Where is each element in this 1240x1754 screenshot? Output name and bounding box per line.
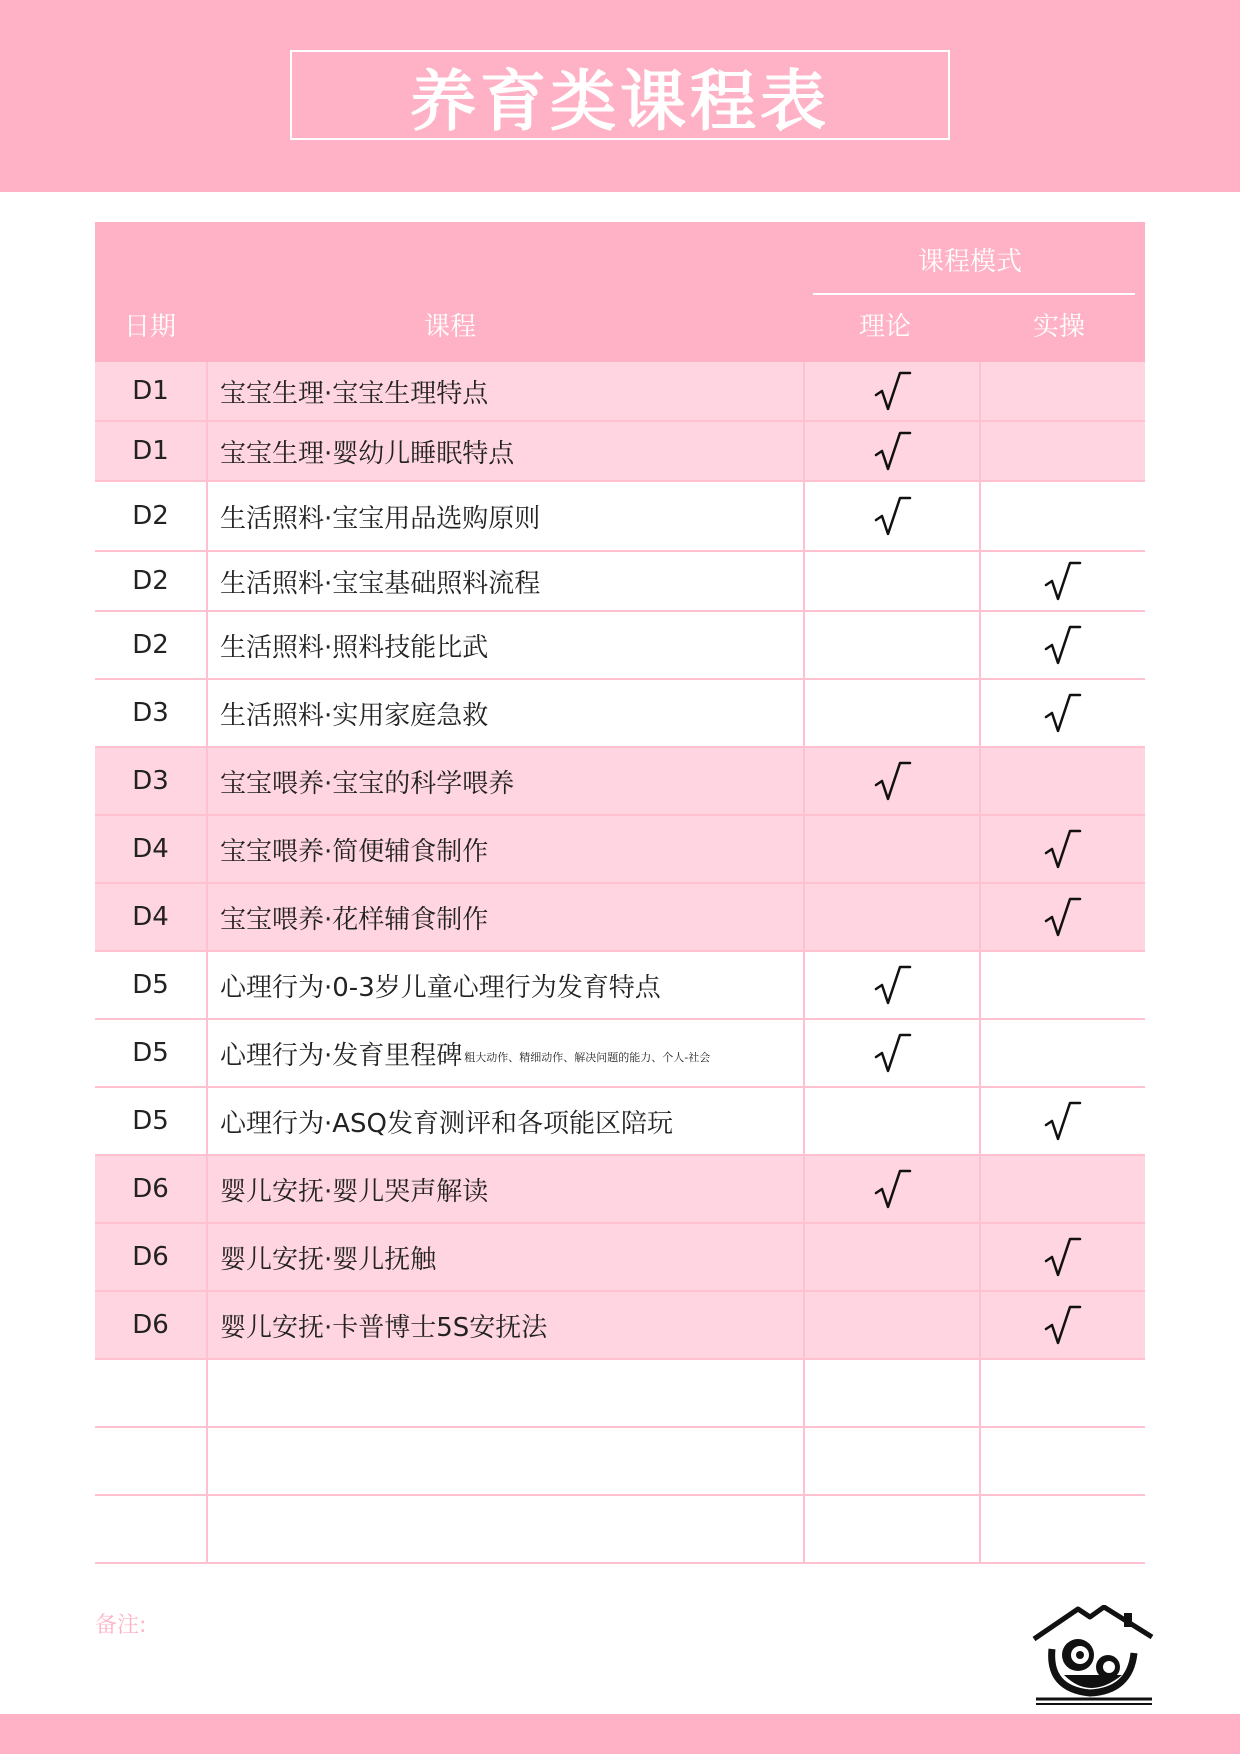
row-practice [981,1020,1143,1086]
check-mark-icon [1042,623,1082,667]
table-row [95,1292,1145,1360]
table-row [95,816,1145,884]
table-row [95,482,1145,552]
row-course [208,1292,805,1358]
row-theory [805,1428,981,1494]
row-course-label: 宝宝喂养·花样辅食制作 [220,904,489,935]
row-date: D4 [95,884,208,950]
table-row [95,1360,1145,1428]
row-course-label: 宝宝喂养·宝宝的科学喂养 [220,768,515,799]
row-course [208,952,805,1018]
row-course-label: 婴儿安抚·婴儿抚触 [220,1244,437,1275]
row-date: D5 [95,1020,208,1086]
bottom-banner [0,1714,1240,1754]
table-row [95,1428,1145,1496]
row-course-label: 婴儿安抚·卡普博士5S安抚法 [220,1312,548,1343]
row-practice [981,422,1143,480]
row-course [208,1020,805,1086]
schedule-table [95,222,1145,1564]
table-row [95,1088,1145,1156]
row-theory [805,1020,981,1086]
row-date: D5 [95,1088,208,1154]
check-mark-icon [872,963,912,1007]
row-course [208,1224,805,1290]
check-mark-icon [1042,1303,1082,1347]
row-date: D3 [95,680,208,746]
row-course [208,1428,805,1494]
check-mark-icon [1042,1235,1082,1279]
row-course-label: 心理行为·0-3岁儿童心理行为发育特点 [220,972,661,1003]
row-practice [981,482,1143,550]
row-theory [805,680,981,746]
house-family-logo-icon [1030,1605,1156,1705]
row-date: D2 [95,482,208,550]
row-course-label: 宝宝生理·宝宝生理特点 [220,378,489,409]
row-date [95,1360,208,1426]
row-practice [981,612,1143,678]
row-course-label: 心理行为·ASQ发育测评和各项能区陪玩 [220,1108,674,1139]
table-row [95,884,1145,952]
row-date: D6 [95,1292,208,1358]
row-date: D5 [95,952,208,1018]
table-row [95,1496,1145,1564]
row-practice [981,1428,1143,1494]
table-row [95,680,1145,748]
check-mark-icon [872,369,912,413]
row-course [208,482,805,550]
table-row [95,748,1145,816]
check-mark-icon [872,759,912,803]
row-date: D6 [95,1156,208,1222]
table-row [95,612,1145,680]
header-practice: 实操 [1032,312,1085,342]
row-theory [805,1360,981,1426]
row-theory [805,884,981,950]
row-theory [805,816,981,882]
header-mode: 课程模式 [917,247,1022,277]
row-date: D1 [95,422,208,480]
row-practice [981,362,1143,420]
row-date: D2 [95,612,208,678]
header-divider [813,293,1135,295]
row-theory [805,1156,981,1222]
check-mark-icon [1042,895,1082,939]
row-theory [805,422,981,480]
note-label: 备注: [95,1613,147,1638]
row-date: D3 [95,748,208,814]
check-mark-icon [1042,827,1082,871]
check-mark-icon [1042,691,1082,735]
row-course [208,816,805,882]
check-mark-icon [872,1031,912,1075]
row-course-note: 粗大动作、精细动作、解决问题的能力、个人-社会 [464,1051,711,1064]
row-course-label: 宝宝喂养·简便辅食制作 [220,836,489,867]
row-course [208,422,805,480]
row-practice [981,884,1143,950]
row-date: D2 [95,552,208,610]
row-course [208,362,805,420]
row-theory [805,552,981,610]
row-practice [981,1496,1143,1562]
row-date: D4 [95,816,208,882]
header-theory: 理论 [858,312,911,342]
row-practice [981,1224,1143,1290]
row-practice [981,1360,1143,1426]
table-row [95,1020,1145,1088]
check-mark-icon [1042,1099,1082,1143]
row-course-label: 生活照料·宝宝基础照料流程 [220,568,541,599]
row-course-label: 生活照料·宝宝用品选购原则 [220,503,541,534]
row-practice [981,748,1143,814]
check-mark-icon [872,429,912,473]
row-theory [805,1224,981,1290]
row-theory [805,1292,981,1358]
row-practice [981,1292,1143,1358]
row-date [95,1496,208,1562]
row-theory [805,952,981,1018]
check-mark-icon [1042,559,1082,603]
row-course [208,1496,805,1562]
title-box [290,50,950,140]
check-mark-icon [872,1167,912,1211]
row-course [208,884,805,950]
check-mark-icon [872,494,912,538]
header-date: 日期 [123,312,176,342]
row-course [208,552,805,610]
header-course: 课程 [423,312,476,342]
top-banner [0,0,1240,192]
row-date: D6 [95,1224,208,1290]
row-course [208,612,805,678]
table-body [95,362,1145,1564]
row-course [208,1360,805,1426]
row-course [208,748,805,814]
row-theory [805,748,981,814]
table-row [95,952,1145,1020]
row-course [208,680,805,746]
row-practice [981,680,1143,746]
table-row [95,552,1145,612]
row-theory [805,612,981,678]
row-practice [981,552,1143,610]
row-practice [981,1088,1143,1154]
row-theory [805,362,981,420]
row-course [208,1156,805,1222]
row-course [208,1088,805,1154]
row-course-label: 生活照料·照料技能比武 [220,632,489,663]
row-theory [805,1088,981,1154]
row-course-label: 宝宝生理·婴幼儿睡眠特点 [220,438,515,469]
row-course-label: 心理行为·发育里程碑 [220,1040,463,1071]
table-row [95,1156,1145,1224]
row-course-label: 婴儿安抚·婴儿哭声解读 [220,1176,489,1207]
row-theory [805,482,981,550]
row-practice [981,816,1143,882]
table-row [95,422,1145,482]
row-practice [981,1156,1143,1222]
row-practice [981,952,1143,1018]
table-header [95,222,1145,362]
row-date [95,1428,208,1494]
row-theory [805,1496,981,1562]
page-title: 养育类课程表 [410,62,830,140]
table-row [95,362,1145,422]
row-course-label: 生活照料·实用家庭急救 [220,700,489,731]
table-row [95,1224,1145,1292]
row-date: D1 [95,362,208,420]
